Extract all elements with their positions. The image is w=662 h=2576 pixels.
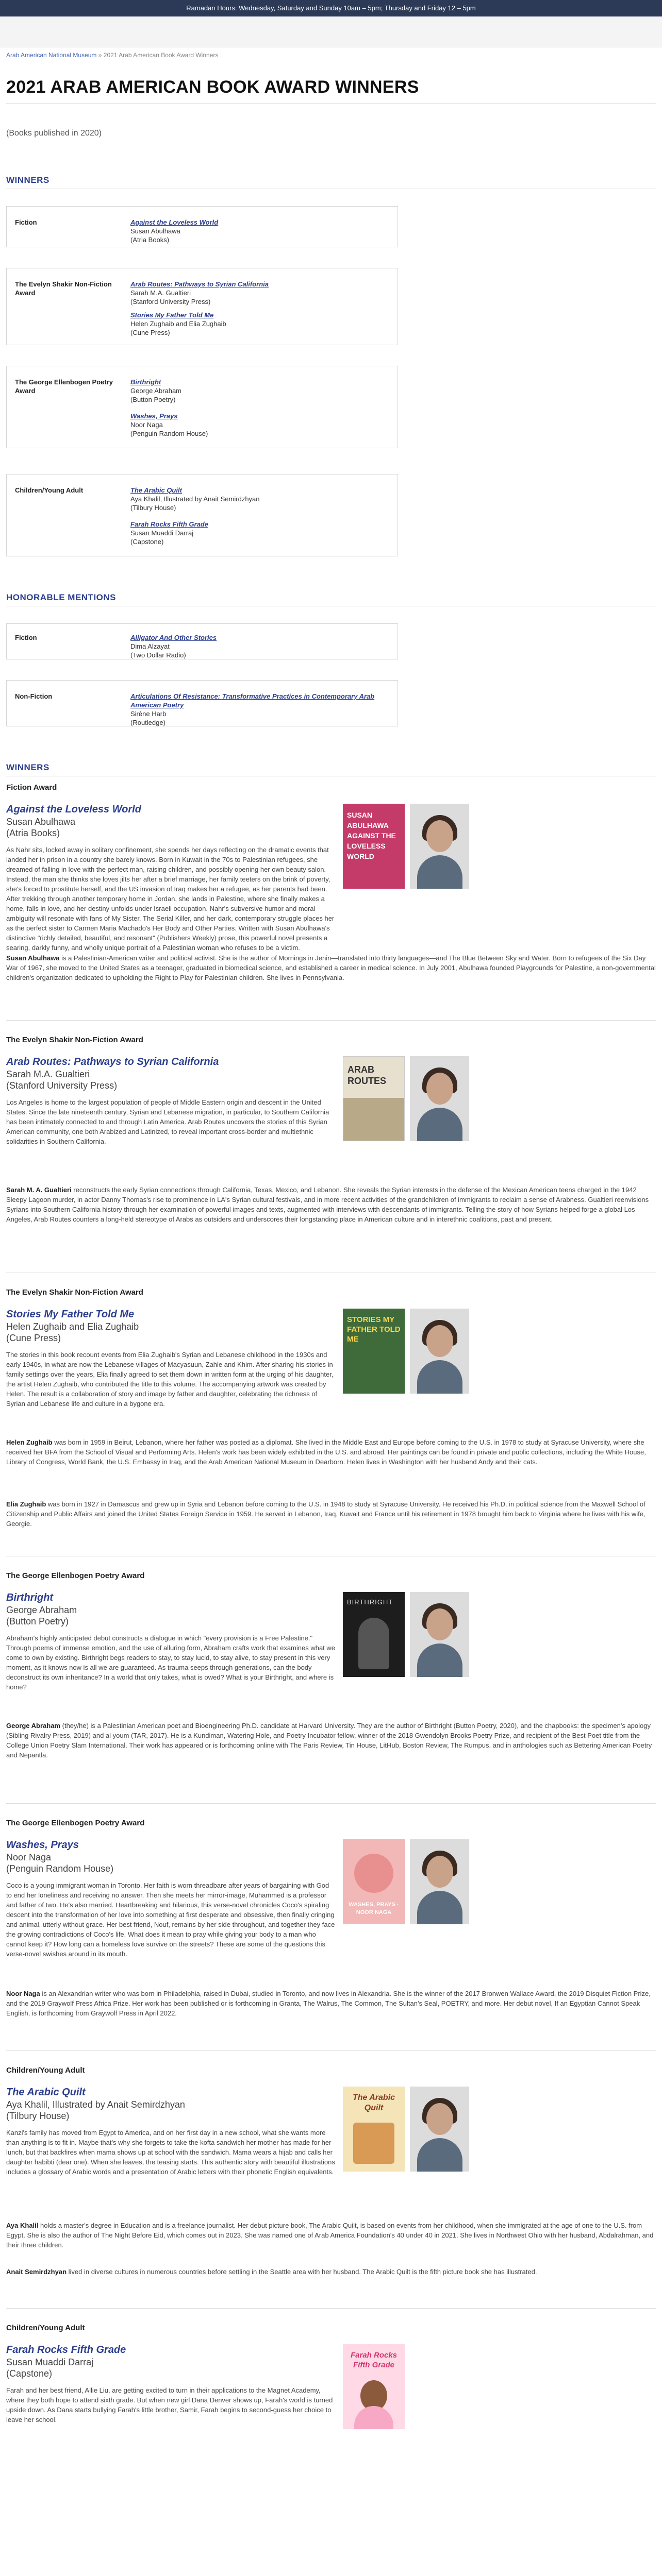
author-bio — [6, 2267, 656, 2277]
book-publisher: (Capstone) — [130, 538, 164, 546]
section-divider — [6, 1020, 656, 1021]
winner-book — [130, 486, 260, 512]
book-title-link[interactable]: Washes, Prays — [130, 412, 178, 420]
bio-text: holds a master's degree in Education and is a freelance journalist. Her debut picture book, The Arabic Quilt, is based on events from her childhood, when she immigrated at the age of one to the U.S. from Egypt. She is also the author of The Night Before Eid, which comes out in 2023. She was named one of Arab America Foundation's 40 under 40 in 2021. She lives in Northwest Ohio with her husband, Abdalrahman, and their three children. — [6, 2222, 654, 2249]
detail-title: Arab Routes: Pathways to Syrian California — [6, 1056, 219, 1067]
book-author: Sirène Harb — [130, 710, 167, 718]
breadcrumb — [6, 52, 218, 59]
book-cover-image — [343, 2344, 405, 2429]
detail-author: Susan Abulhawa — [6, 817, 76, 827]
book-author: Dima Alzayat — [130, 642, 170, 650]
detail-description: Farah and her best friend, Allie Liu, are getting excited to turn in their applications to the Magnet Academy, where they both hope to attend sixth grade. But when new girl Dana Denver shows up, Farah's world is turned upside down. As Dana starts bullying Farah's little brother, Samir, Farah begins to second-guess her choice to leave her school. — [6, 2386, 333, 2424]
bio-name: Helen Zughaib — [6, 1438, 53, 1446]
bio-text: is an Alexandrian writer who was born in Philadelphia, raised in Dubai, studied in Toronto, and now lives in Alexandria. She is the winner of the 2017 Bronwen Wallace Award, the 2019 Disquiet Fiction Prize, and the 2019 Graywolf Press Africa Prize. Her work has been published or is forthcoming in Granta, The Walrus, The Common, The Sultan's Seal, POETRY, and more. Her debut novel, If an Egyptian Cannot Speak English, is forthcoming from Graywolf Press in April 2022. — [6, 1990, 651, 2017]
bio-text: was born in 1927 in Damascus and grew up in Syria and Lebanon before coming to the U.S. in 1948 to study at Syracuse University. He received his Ph.D. in political science from the Maxwell School of Citizenship and Public Affairs and joined the United States Foreign Service in 1959. He served in Lebanon, Iraq, Kuwait and France until his retirement in 1978 brought him back to Virginia where he lives with his wife, Georgie. — [6, 1500, 646, 1528]
author-bio — [6, 1437, 656, 1467]
book-author: Susan Abulhawa — [130, 227, 180, 235]
book-publisher: (Stanford University Press) — [130, 298, 211, 306]
book-title-link[interactable]: Against the Loveless World — [130, 218, 219, 226]
award-label: The George Ellenbogen Poetry Award — [6, 1819, 145, 1827]
winner-book — [130, 280, 269, 306]
detail-author: Helen Zughaib and Elia Zughaib — [6, 1321, 139, 1332]
bio-name: Anait Semirdzhyan — [6, 2268, 67, 2276]
winner-book — [130, 520, 208, 546]
detail-title: Birthright — [6, 1592, 54, 1603]
detail-publisher: (Capstone) — [6, 2368, 53, 2379]
page-title: 2021 ARAB AMERICAN BOOK AWARD WINNERS — [6, 77, 419, 97]
award-label: The Evelyn Shakir Non-Fiction Award — [6, 1036, 143, 1044]
author-bio — [6, 1721, 656, 1760]
book-cover-image — [343, 1056, 405, 1141]
winner-row-poetry — [6, 366, 398, 448]
bio-name: Sarah M. A. Gualtieri — [6, 1186, 72, 1194]
cover-text: The Arabic Quilt — [352, 2093, 395, 2112]
honorable-book — [130, 692, 388, 727]
honorable-row-fiction — [6, 623, 398, 659]
honorable-category: Non-Fiction — [15, 692, 53, 700]
detail-author: Susan Muaddi Darraj — [6, 2357, 94, 2367]
author-bio — [6, 953, 656, 982]
detail-publisher: (Atria Books) — [6, 828, 60, 838]
award-label: Children/Young Adult — [6, 2324, 85, 2332]
detail-author: Aya Khalil, Illustrated by Anait Semirdzhyan — [6, 2099, 185, 2110]
winner-category: Children/Young Adult — [15, 486, 84, 494]
book-title-link[interactable]: Farah Rocks Fifth Grade — [130, 520, 208, 528]
section-divider — [6, 1803, 656, 1804]
author-bio — [6, 1499, 656, 1529]
book-publisher: (Cune Press) — [130, 329, 170, 336]
author-bio — [6, 1185, 656, 1224]
bio-text: lived in diverse cultures in numerous countries before settling in the Seattle area with her husband. The Arabic Quilt is the fifth picture book she has illustrated. — [68, 2268, 537, 2276]
bio-text: reconstructs the early Syrian connections through California, Texas, Mexico, and Lebanon. She reveals the Syrian interests in the defense of the Mexican American teens charged in the 1942 Sleepy Lagoon murder, in actor Danny Thomas's rise to prominence in LA's Syrian cultural festivals, and in more recent activities of the grandchildren of immigrants to reclaim a sense of Arabness. Gualtieri reenvisions Syrians into Southern California history through her examination of powerful images and texts, augmented with interviews with descendants of immigrants. Telling the story of how Syrians helped forge a global Los Angeles, Arab Routes counters a long-held stereotype of Arabs as outsiders and underscores their longstanding place in American culture and in interethnic coalitions, past and present. — [6, 1186, 649, 1223]
winner-category: The George Ellenbogen Poetry Award — [15, 378, 113, 395]
author-bio — [6, 1989, 656, 2018]
winner-book — [130, 412, 208, 438]
top-banner: Ramadan Hours: Wednesday, Saturday and Sunday 10am – 5pm; Thursday and Friday 12 – 5pm — [0, 0, 662, 16]
book-author: Helen Zughaib and Elia Zughaib — [130, 320, 226, 328]
winner-category: The Evelyn Shakir Non-Fiction Award — [15, 280, 112, 297]
author-photo — [410, 2087, 469, 2172]
detail-title: Against the Loveless World — [6, 804, 141, 815]
section-divider — [6, 2050, 656, 2051]
author-photo — [410, 804, 469, 889]
cover-text: Farah Rocks Fifth Grade — [350, 2351, 398, 2369]
winner-category: Fiction — [15, 218, 37, 226]
book-author: Aya Khalil, Illustrated by Anait Semirdzhyan — [130, 495, 260, 503]
author-bio — [6, 2221, 656, 2250]
page-subtitle: (Books published in 2020) — [6, 129, 102, 138]
honorable-heading: HONORABLE MENTIONS — [6, 592, 116, 602]
book-cover-image — [343, 1309, 405, 1394]
book-publisher: (Atria Books) — [130, 236, 170, 244]
cover-text: WASHES, PRAYS · NOOR NAGA — [349, 1902, 399, 1916]
detail-publisher: (Tilbury House) — [6, 2111, 70, 2121]
book-title-link[interactable]: Birthright — [130, 378, 161, 386]
author-photo — [410, 1839, 469, 1924]
author-photo — [410, 1309, 469, 1394]
bio-text: was born in 1959 in Beirut, Lebanon, where her father was posted as a diplomat. She lived in the Middle East and Europe before coming to the U.S. in 1978 to study at Syracuse University, where she received her BFA from the School of Visual and Performing Arts. Helen's work has been widely exhibited in the U.S. and abroad. Her paintings can be found in private and public collections, including the White House, Library of Congress, World Bank, the U.S. Embassy in Iraq, and the Arab American National Museum in Dearborn. Helen lives in Washington with her husband Andy and their cats. — [6, 1438, 646, 1466]
detail-author: Sarah M.A. Gualtieri — [6, 1069, 90, 1079]
section-divider — [6, 2308, 656, 2309]
book-publisher: (Penguin Random House) — [130, 430, 208, 437]
site-header — [0, 16, 662, 47]
winner-row-children — [6, 474, 398, 556]
breadcrumb-separator: » — [98, 52, 102, 59]
book-cover-image — [343, 804, 405, 889]
detail-publisher: (Cune Press) — [6, 1333, 61, 1343]
detail-title: Farah Rocks Fifth Grade — [6, 2344, 126, 2355]
cover-text: ARAB ROUTES — [347, 1064, 387, 1086]
winner-book — [130, 378, 181, 404]
bio-name: Elia Zughaib — [6, 1500, 46, 1508]
book-cover-image — [343, 2087, 405, 2172]
cover-text: BIRTHRIGHT — [347, 1598, 393, 1606]
bio-name: George Abraham — [6, 1722, 60, 1730]
book-title-link[interactable]: The Arabic Quilt — [130, 486, 182, 494]
detail-description: Kanzi's family has moved from Egypt to America, and on her first day in a new school, what she wants more than anything is to fit in. Maybe that's why she forgets to take the kofta sandwich her mother has made for her lunch, but that backfires when mama shows up at school with the sandwich. Mama wears a hijab and calls her daughter habibti (dear one). When she leaves, the teasing starts. This authentic story with beautiful illustrations includes a glossary of Arabic words and a presentation of Arabic letters with their phonetic English equivalents. — [6, 2129, 335, 2176]
bio-text: (they/he) is a Palestinian American poet and Bioengineering Ph.D. candidate at Harvard University. They are the author of Birthright (Button Poetry, 2020), and the chapbooks: the specimen's apology (Sibling Rivalry Press, 2019) and al youm (TAR, 2017). He is a Kundiman, Watering Hole, and Poetry Incubator fellow, winner of the 2018 Gwendolyn Brooks Poetry Prize, and recipient of the Best Poet title from the College Union Poetry Slam International. Their work has appeared or is forthcoming online with The Paris Review, Tin House, LitHub, Boston Review, The Rumpus, and in anthologies such as Bettering American Poetry and Nepantla. — [6, 1722, 652, 1759]
detail-title: Stories My Father Told Me — [6, 1309, 135, 1320]
book-author: Sarah M.A. Gualtieri — [130, 289, 191, 297]
cover-text: STORIES MY FATHER TOLD ME — [347, 1315, 401, 1344]
book-title-link[interactable]: Alligator And Other Stories — [130, 634, 217, 641]
winner-book — [130, 218, 218, 244]
book-cover-image — [343, 1592, 405, 1677]
detail-publisher: (Penguin Random House) — [6, 1863, 114, 1874]
detail-title: The Arabic Quilt — [6, 2087, 86, 2098]
bio-name: Aya Khalil — [6, 2222, 39, 2229]
honorable-category: Fiction — [15, 634, 37, 641]
award-label: The Evelyn Shakir Non-Fiction Award — [6, 1288, 143, 1297]
book-title-link[interactable]: Articulations Of Resistance: Transformative Practices in Contemporary Arab American Poetry — [130, 692, 375, 709]
detail-publisher: (Button Poetry) — [6, 1616, 69, 1626]
book-author: Susan Muaddi Darraj — [130, 529, 194, 537]
breadcrumb-home-link[interactable]: Arab American National Museum — [6, 52, 97, 59]
book-author: Noor Naga — [130, 421, 163, 429]
cover-text: SUSAN ABULHAWA AGAINST THE LOVELESS WORLD — [347, 811, 396, 860]
book-publisher: (Two Dollar Radio) — [130, 651, 186, 659]
bio-name: Noor Naga — [6, 1990, 40, 1997]
honorable-book — [130, 633, 217, 659]
detail-description: Los Angeles is home to the largest population of people of Middle Eastern origin and descent in the United States. Since the late nineteenth century, Syrian and Lebanese migration, in particular, to Southern California has been intimately connected to and through Latin America. Arab Routes uncovers the stories of this Syrian American community, one both Arabized and Latinized, to reveal important cross-border and multiethnic solidarities in Southern California. — [6, 1098, 329, 1145]
winners-heading: WINNERS — [6, 175, 49, 185]
bio-name: Susan Abulhawa — [6, 954, 60, 962]
book-publisher: (Button Poetry) — [130, 396, 176, 403]
book-publisher: (Tilbury House) — [130, 504, 176, 512]
detail-publisher: (Stanford University Press) — [6, 1080, 118, 1091]
book-author: George Abraham — [130, 387, 182, 395]
detail-description: Abraham's highly anticipated debut constructs a dialogue in which "every provision is a Free Palestine." Through poems of immense emotion, and the use of alluring form, Abraham crafts work that examines what we come to own by existing. Birthright begs readers to stay, to stay lucid, to stay alive, to stay present in this very moment, as it knows now is all we are guaranteed. As trauma seeps through generations, can the body deconstruct its own inheritance? In a world that only takes, what is owed? What is your Birthright, and where is home? — [6, 1634, 336, 1691]
detail-author: Noor Naga — [6, 1852, 52, 1862]
author-photo — [410, 1056, 469, 1141]
detail-description: The stories in this book recount events from Elia Zughaib's Syrian and Lebanese childhood in the 1930s and early 1940s, in what are now the Lebanese villages of Macyasuun, Zahle and Khim. After sharing his stories in family settings over the years, Elia finally agreed to set them down in written form at the urging of his daughter, the artist Helen Zughaib, who contributed the title to this volume. The accompanying artwork was created by Helen. The result is a collaboration of story and image by father and daughter, celebrating the richness of Syrian and Lebanese life and culture in a bygone era. — [6, 1351, 334, 1408]
detail-description: As Nahr sits, locked away in solitary confinement, she spends her days reflecting on the dramatic events that landed her in prison in a country she barely knows. Born in Kuwait in the 70s to Palestinian refugees, she dreamed of falling in love with the perfect man, raising children, and possibly opening her own beauty salon. Instead, the man she thinks she loves jilts her after a brief marriage, her family teeters on the brink of poverty, she's forced to prostitute herself, and the US invasion of Iraq makes her a refugee, as her parents had been. After trekking through another temporary home in Jordan, she lands in Palestine, where she finally makes a home, falls in love, and her destiny unfolds under Israeli occupation. Nahr's subversive humor and moral ambiguity will resonate with fans of My Sister, The Serial Killer, and her dark, contemporary struggle places her as the perfect sister to Carmen Maria Machado's Her Body and Other Parties. Written with Susan Abulhawa's distinctive "richly detailed, beautiful, and resonant" (Publishers Weekly) prose, this powerful novel presents a searing, darkly funny, and wholly unique portrait of a Palestinian woman who refuses to be a victim. — [6, 846, 335, 952]
bio-text: is a Palestinian-American writer and political activist. She is the author of Mornings in Jenin—translated into thirty languages—and The Blue Between Sky and Water. Born to refugees of the Six Day War of 1967, she moved to the United States as a teenager, graduated in biomedical science, and established a career in medical science. In July 2001, Abulhawa founded Playgrounds for Palestine, a non-governmental children's organization dedicated to upholding the Right to Play for Palestinian children. She lives in Pennsylvania. — [6, 954, 656, 981]
detail-title: Washes, Prays — [6, 1839, 79, 1851]
details-heading: WINNERS — [6, 762, 49, 772]
title-divider — [6, 103, 656, 104]
breadcrumb-current: 2021 Arab American Book Award Winners — [103, 52, 219, 59]
award-label: The George Ellenbogen Poetry Award — [6, 1571, 145, 1580]
book-cover-image — [343, 1839, 405, 1924]
award-label: Fiction Award — [6, 783, 57, 792]
detail-description: Coco is a young immigrant woman in Toronto. Her faith is worn threadbare after years of bargaining with God to end her loneliness and receiving no answer. Then she meets her mirror-image, Muhammed is a professor and father of two. He's also married. Heartbreaking and hilarious, this verse-novel chronicles Coco's spiraling descent into the transformation of her love into something at first desperate and obsessive, then finally cringing and animal, utterly without grace. Her best friend, Nouf, remains by her side throughout, and together they face the growing contradictions of Coco's life. What does it mean to pray while giving your body to a man who cannot keep it? How long can a homeless love survive on the streets? These are some of the questions this verse-novel swishes around in its mouth. — [6, 1882, 335, 1958]
book-title-link[interactable]: Arab Routes: Pathways to Syrian California — [130, 280, 269, 288]
honorable-row-nonfiction — [6, 680, 398, 726]
winner-book — [130, 311, 226, 337]
winner-row-nonfiction — [6, 268, 398, 345]
award-label: Children/Young Adult — [6, 2066, 85, 2075]
author-photo — [410, 1592, 469, 1677]
detail-author: George Abraham — [6, 1605, 77, 1615]
winner-row-fiction — [6, 206, 398, 247]
book-publisher: (Routledge) — [130, 719, 166, 726]
book-title-link[interactable]: Stories My Father Told Me — [130, 311, 214, 319]
